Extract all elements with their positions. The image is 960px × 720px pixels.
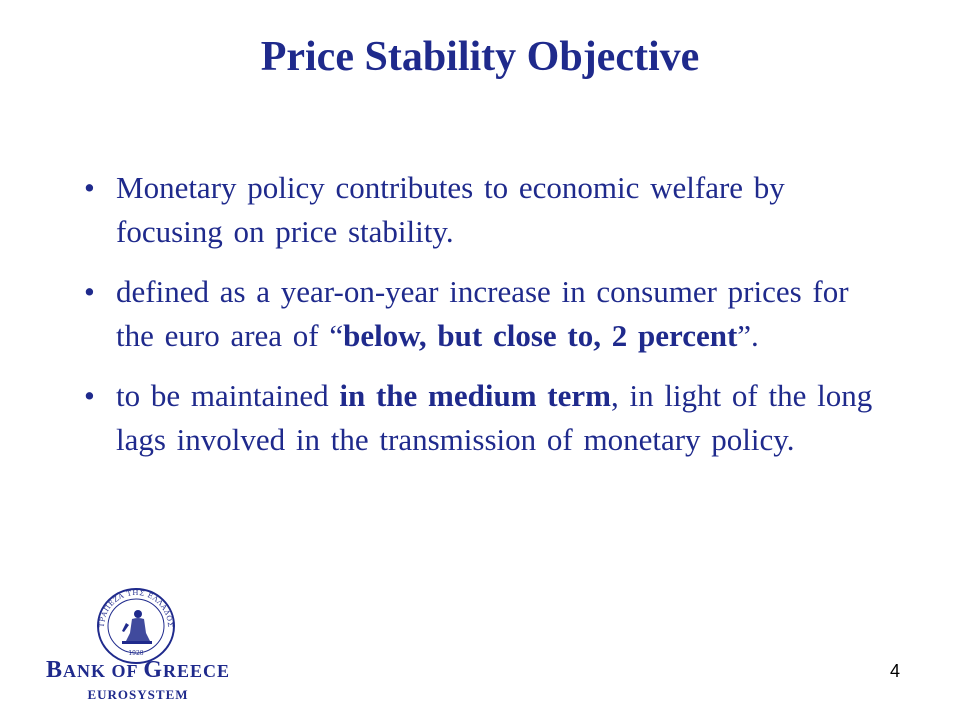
- bullet-text: Monetary policy contributes to economic welfare by focusing on price stability.: [116, 170, 785, 249]
- bullet-text-end: ”.: [737, 318, 759, 353]
- bullet-text: defined as a year-on-year increase in consumer prices for the euro area of “: [116, 274, 849, 353]
- bullet-list: [84, 166, 874, 478]
- svg-text:ΤΡΑΠΕΖΑ ΤΗΣ ΕΛΛΑΔΟΣ: ΤΡΑΠΕΖΑ ΤΗΣ ΕΛΛΑΔΟΣ: [97, 588, 175, 628]
- bullet-bold-text: in the medium term: [339, 378, 611, 413]
- bullet-item-2: [84, 270, 874, 358]
- bullet-bold-text: below, but close to, 2 percent: [343, 318, 738, 353]
- bullet-item-1: [84, 166, 874, 254]
- bank-name: BANK OF GREECE: [45, 657, 231, 683]
- slide-title: Price Stability Objective: [260, 34, 700, 80]
- svg-text:1928: 1928: [128, 650, 144, 657]
- bank-of-greece-logo: [38, 587, 238, 707]
- bullet-text-end: , in light of the long lags involved in the transmission of monetary policy.: [116, 378, 873, 457]
- bullet-text: to be maintained: [116, 378, 340, 413]
- bullet-item-3: [84, 374, 874, 462]
- bullet-glyph: •: [84, 274, 95, 309]
- eurosystem-label: EUROSYSTEM: [87, 687, 189, 702]
- bullet-glyph: •: [84, 170, 95, 205]
- bank-seal-icon: [88, 587, 184, 665]
- page-number: 4: [890, 661, 901, 681]
- bullet-glyph: •: [84, 378, 95, 413]
